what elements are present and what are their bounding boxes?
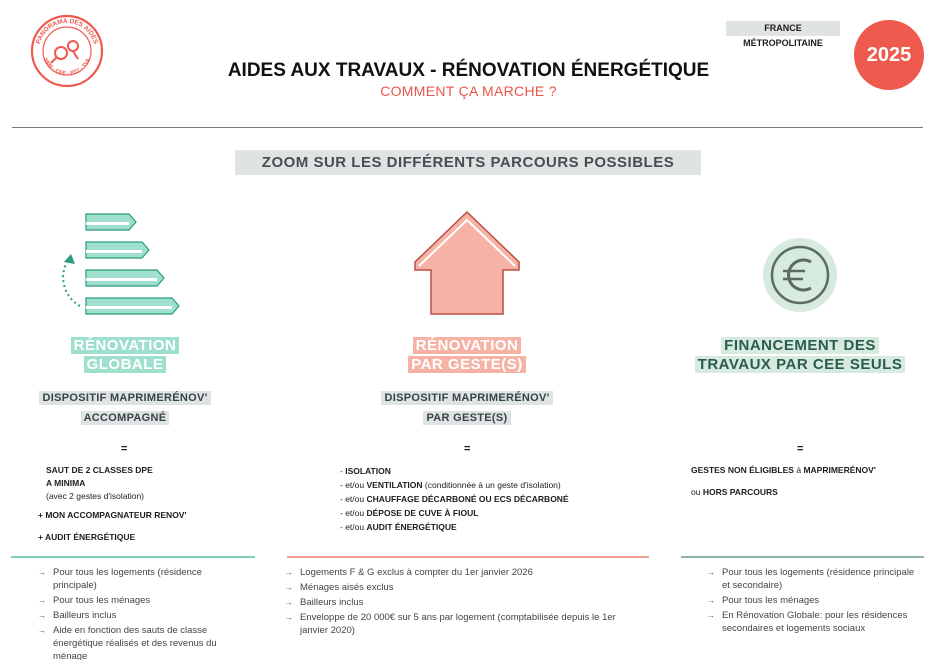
house-icon (413, 210, 521, 316)
list-item: → En Rénovation Globale: pour les résidences secondaires et logements sociaux (707, 609, 917, 635)
dispositif-label-accompagne: DISPOSITIF MAPRIMERÉNOV' ACCOMPAGNÉ (20, 388, 230, 428)
year-badge: 2025 (854, 20, 924, 90)
header-divider (12, 127, 923, 128)
list-item: → Pour tous les ménages (707, 594, 917, 607)
page-title: AIDES AUX TRAVAUX - RÉNOVATION ÉNERGÉTIQUE (227, 60, 710, 81)
column-title-renovation-globale: RÉNOVATION GLOBALE (40, 336, 210, 374)
list-item: → Pour tous les ménages (38, 594, 238, 607)
column-title-financement-cee: FINANCEMENT DES TRAVAUX PAR CEE SEULS (665, 336, 935, 374)
euro-coin-icon (761, 236, 839, 314)
column-divider-green (11, 556, 255, 558)
renovation-par-geste-conditions (285, 566, 640, 639)
svg-text:PANORAMA DES AIDES: PANORAMA DES AIDES (34, 17, 100, 45)
column-title-renovation-par-geste: RÉNOVATION PAR GESTE(S) (382, 336, 552, 374)
energy-class-bars-icon (54, 208, 194, 320)
list-item: → Aide en fonction des sauts de classe énergétique réalisés et des revenus du ménage (38, 624, 238, 660)
svg-text:MPR · CEE · PTZ · TVA: MPR · CEE · PTZ · TVA (41, 57, 93, 78)
list-item: → Bailleurs inclus (285, 596, 640, 609)
equals-sign: = (464, 443, 471, 455)
renovation-globale-details: SAUT DE 2 CLASSES DPE A MINIMA (avec 2 gestes d'isolation) + MON ACCOMPAGNATEUR RENOV' + AUDIT ÉNERGÉTIQUE (38, 465, 187, 542)
list-item: → Logements F & G exclus à compter du 1er janvier 2026 (285, 566, 640, 579)
financement-cee-conditions (707, 566, 917, 637)
renovation-par-geste-details: - ISOLATION - et/ou VENTILATION (conditionnée à un geste d'isolation) - et/ou CHAUFFAGE DÉCARBONÉ OU ECS DÉCARBONÉ - et/ou DÉPOSE DE CUVE À FIOUL - et/ou AUDIT ÉNERGÉTIQUE (340, 466, 569, 532)
equals-sign: = (121, 443, 128, 455)
dispositif-label-par-geste: DISPOSITIF MAPRIMERÉNOV' PAR GESTE(S) (362, 388, 572, 428)
column-divider-mint (681, 556, 924, 558)
list-item: → Pour tous les logements (résidence principale et secondaire) (707, 566, 917, 592)
renovation-globale-conditions (38, 566, 238, 660)
region-tag: FRANCE MÉTROPOLITAINE (726, 21, 840, 36)
list-item: → Bailleurs inclus (38, 609, 238, 622)
list-item: → Enveloppe de 20 000€ sur 5 ans par logement (comptabilisée depuis le 1er janvier 2020) (285, 611, 640, 637)
list-item: → Ménages aisés exclus (285, 581, 640, 594)
page-subtitle: COMMENT ÇA MARCHE ? (380, 83, 557, 99)
section-title: ZOOM SUR LES DIFFÉRENTS PARCOURS POSSIBLES (235, 150, 701, 175)
financement-cee-details: GESTES NON ÉLIGIBLES à MAPRIMERÉNOV' ou HORS PARCOURS (691, 465, 876, 497)
equals-sign: = (797, 443, 804, 455)
list-item: → Pour tous les logements (résidence principale) (38, 566, 238, 592)
column-divider-pink (287, 556, 649, 558)
